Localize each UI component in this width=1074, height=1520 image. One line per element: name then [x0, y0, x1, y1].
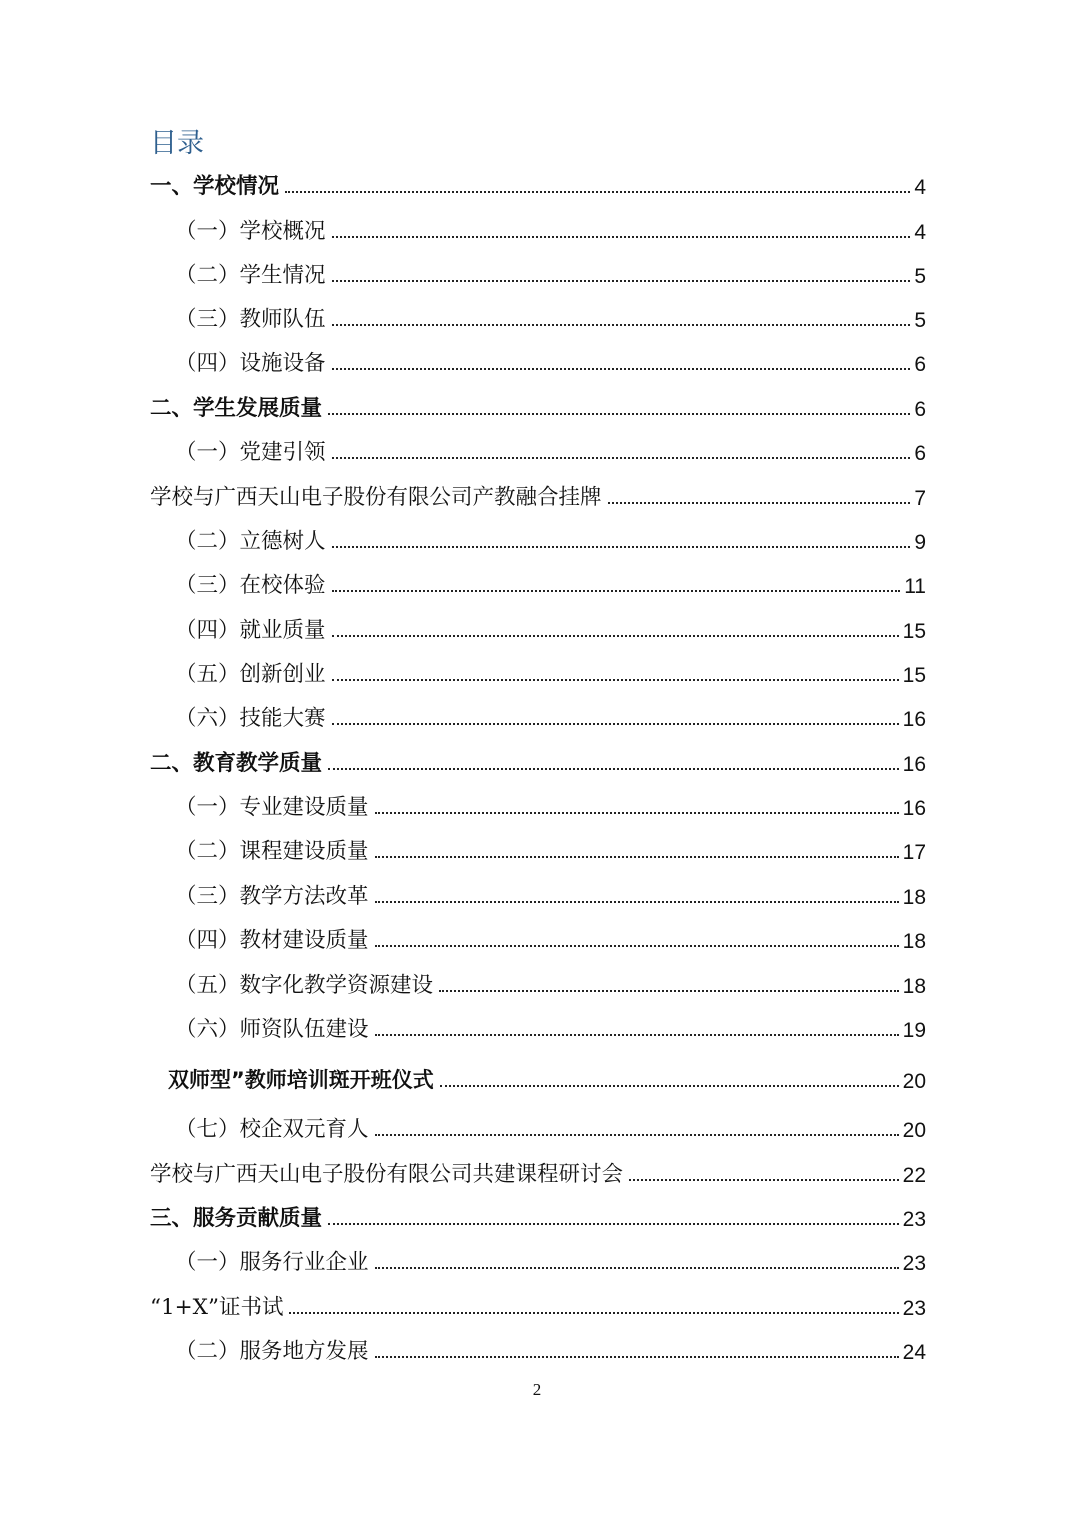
dot-leader — [332, 236, 911, 238]
toc-entry-label: （四）教材建设质量 — [175, 928, 369, 953]
dot-leader — [332, 457, 911, 459]
dot-leader — [332, 590, 901, 592]
toc-entry-page: 16 — [902, 797, 926, 820]
toc-entry-label: 二、教育教学质量 — [150, 751, 323, 776]
toc-entry-page: 16 — [902, 753, 926, 776]
toc-entry-level2[interactable] — [175, 700, 926, 732]
toc-entry-label: （一）学校概况 — [175, 219, 326, 244]
dot-leader — [375, 856, 899, 858]
dot-leader — [328, 413, 910, 415]
toc-entry-page: 16 — [902, 708, 926, 731]
toc-entry-flat[interactable] — [150, 479, 926, 511]
toc-entry-page: 5 — [914, 265, 926, 288]
toc-entry-label: 三、服务贡献质量 — [150, 1206, 323, 1231]
toc-entry-page: 20 — [902, 1119, 926, 1142]
toc-entry-level2[interactable] — [175, 1244, 926, 1276]
toc-entry-level1[interactable] — [150, 168, 926, 200]
dot-leader — [375, 812, 899, 814]
toc-entry-page: 4 — [914, 221, 926, 244]
toc-entry-level2[interactable] — [175, 1333, 926, 1365]
toc-entry-page: 18 — [902, 930, 926, 953]
toc-entry-label: 双师型”教师培训斑开班仪式 — [168, 1068, 434, 1092]
toc-entry-label: （五）创新创业 — [175, 662, 326, 687]
toc-entry-page: 23 — [902, 1252, 926, 1275]
dot-leader — [332, 635, 899, 637]
toc-entry-page: 15 — [902, 664, 926, 687]
toc-entry-level2[interactable] — [175, 257, 926, 289]
toc-entry-label: 一、学校情况 — [150, 174, 280, 199]
dot-leader — [332, 723, 899, 725]
toc-entry-label: （六）技能大赛 — [175, 706, 326, 731]
toc-entry-level2[interactable] — [175, 345, 926, 377]
dot-leader — [332, 324, 911, 326]
toc-entry-level2[interactable] — [175, 1111, 926, 1143]
toc-entry-label: 学校与广西天山电子股份有限公司产教融合挂牌 — [150, 485, 602, 510]
toc-entry-level2[interactable] — [175, 567, 926, 599]
toc-entry-label: （五）数字化教学资源建设 — [175, 973, 434, 998]
dot-leader — [332, 546, 911, 548]
dot-leader — [439, 990, 899, 992]
dot-leader — [629, 1179, 899, 1181]
toc-entry-level2[interactable] — [175, 434, 926, 466]
toc-entry-page: 5 — [914, 309, 926, 332]
toc-entry-page: 24 — [902, 1341, 926, 1364]
dot-leader — [375, 901, 899, 903]
toc-entry-label: “1+X”证书试 — [150, 1295, 284, 1320]
dot-leader — [375, 1267, 899, 1269]
toc-entry-flat[interactable] — [150, 1156, 926, 1188]
toc-entry-page: 15 — [902, 620, 926, 643]
toc-entry-label: （四）就业质量 — [175, 618, 326, 643]
toc-entry-label: 学校与广西天山电子股份有限公司共建课程研讨会 — [150, 1162, 624, 1187]
dot-leader — [285, 191, 910, 193]
dot-leader — [328, 768, 899, 770]
toc-entry-page: 22 — [902, 1164, 926, 1187]
toc-entry-label: （二）学生情况 — [175, 263, 326, 288]
dot-leader — [440, 1085, 899, 1087]
toc-entry-level2[interactable] — [175, 833, 926, 865]
toc-entry-page: 11 — [904, 575, 926, 598]
dot-leader — [608, 502, 911, 504]
dot-leader — [375, 945, 899, 947]
toc-entry-level1[interactable] — [150, 1200, 926, 1232]
toc-entry-label: （三）教师队伍 — [175, 307, 326, 332]
dot-leader — [375, 1134, 899, 1136]
toc-entry-level2[interactable] — [175, 1011, 926, 1043]
dot-leader — [375, 1034, 899, 1036]
toc-entry-level2[interactable] — [175, 213, 926, 245]
toc-entry-label: （七）校企双元育人 — [175, 1117, 369, 1142]
toc-entry-label: （二）立德树人 — [175, 529, 326, 554]
toc-entry-label: （一）党建引领 — [175, 440, 326, 465]
dot-leader — [289, 1312, 898, 1314]
toc-entry-label: （六）师资队伍建设 — [175, 1017, 369, 1042]
toc-entry-page: 23 — [902, 1297, 926, 1320]
toc-entry-label: 二、学生发展质量 — [150, 396, 323, 421]
toc-entry-page: 20 — [902, 1070, 926, 1093]
toc-entry-page: 7 — [914, 487, 926, 510]
toc-entry-level2[interactable] — [175, 967, 926, 999]
dot-leader — [332, 280, 911, 282]
toc-entry-label: （一）专业建设质量 — [175, 795, 369, 820]
toc-entry-page: 6 — [914, 398, 926, 421]
toc-entry-level1[interactable] — [150, 390, 926, 422]
toc-entry-flat[interactable] — [150, 1289, 926, 1321]
page-number: 2 — [532, 1380, 542, 1399]
toc-entry-level2[interactable] — [175, 612, 926, 644]
toc-title: 目录 — [150, 128, 204, 159]
toc-entry-label: （四）设施设备 — [175, 351, 326, 376]
toc-entry-bold[interactable] — [168, 1062, 926, 1094]
toc-entry-page: 17 — [902, 841, 926, 864]
toc-entry-level2[interactable] — [175, 878, 926, 910]
dot-leader — [375, 1356, 899, 1358]
toc-entry-label: （三）在校体验 — [175, 573, 326, 598]
toc-entry-level2[interactable] — [175, 523, 926, 555]
toc-entry-level2[interactable] — [175, 656, 926, 688]
toc-entry-page: 4 — [914, 176, 926, 199]
toc-entry-page: 6 — [914, 353, 926, 376]
toc-entry-label: （二）课程建设质量 — [175, 839, 369, 864]
toc-entry-label: （三）教学方法改革 — [175, 884, 369, 909]
toc-entry-page: 18 — [902, 886, 926, 909]
toc-entry-level2[interactable] — [175, 922, 926, 954]
toc-entry-level2[interactable] — [175, 789, 926, 821]
dot-leader — [332, 368, 911, 370]
toc-entry-page: 6 — [914, 442, 926, 465]
toc-entry-page: 23 — [902, 1208, 926, 1231]
toc-entry-label: （一）服务行业企业 — [175, 1250, 369, 1275]
dot-leader — [328, 1223, 899, 1225]
toc-entry-label: （二）服务地方发展 — [175, 1339, 369, 1364]
toc-entry-level1[interactable] — [150, 745, 926, 777]
dot-leader — [332, 679, 899, 681]
toc-entry-page: 9 — [914, 531, 926, 554]
toc-entry-page: 19 — [902, 1019, 926, 1042]
toc-entry-page: 18 — [902, 975, 926, 998]
toc-entry-level2[interactable] — [175, 301, 926, 333]
